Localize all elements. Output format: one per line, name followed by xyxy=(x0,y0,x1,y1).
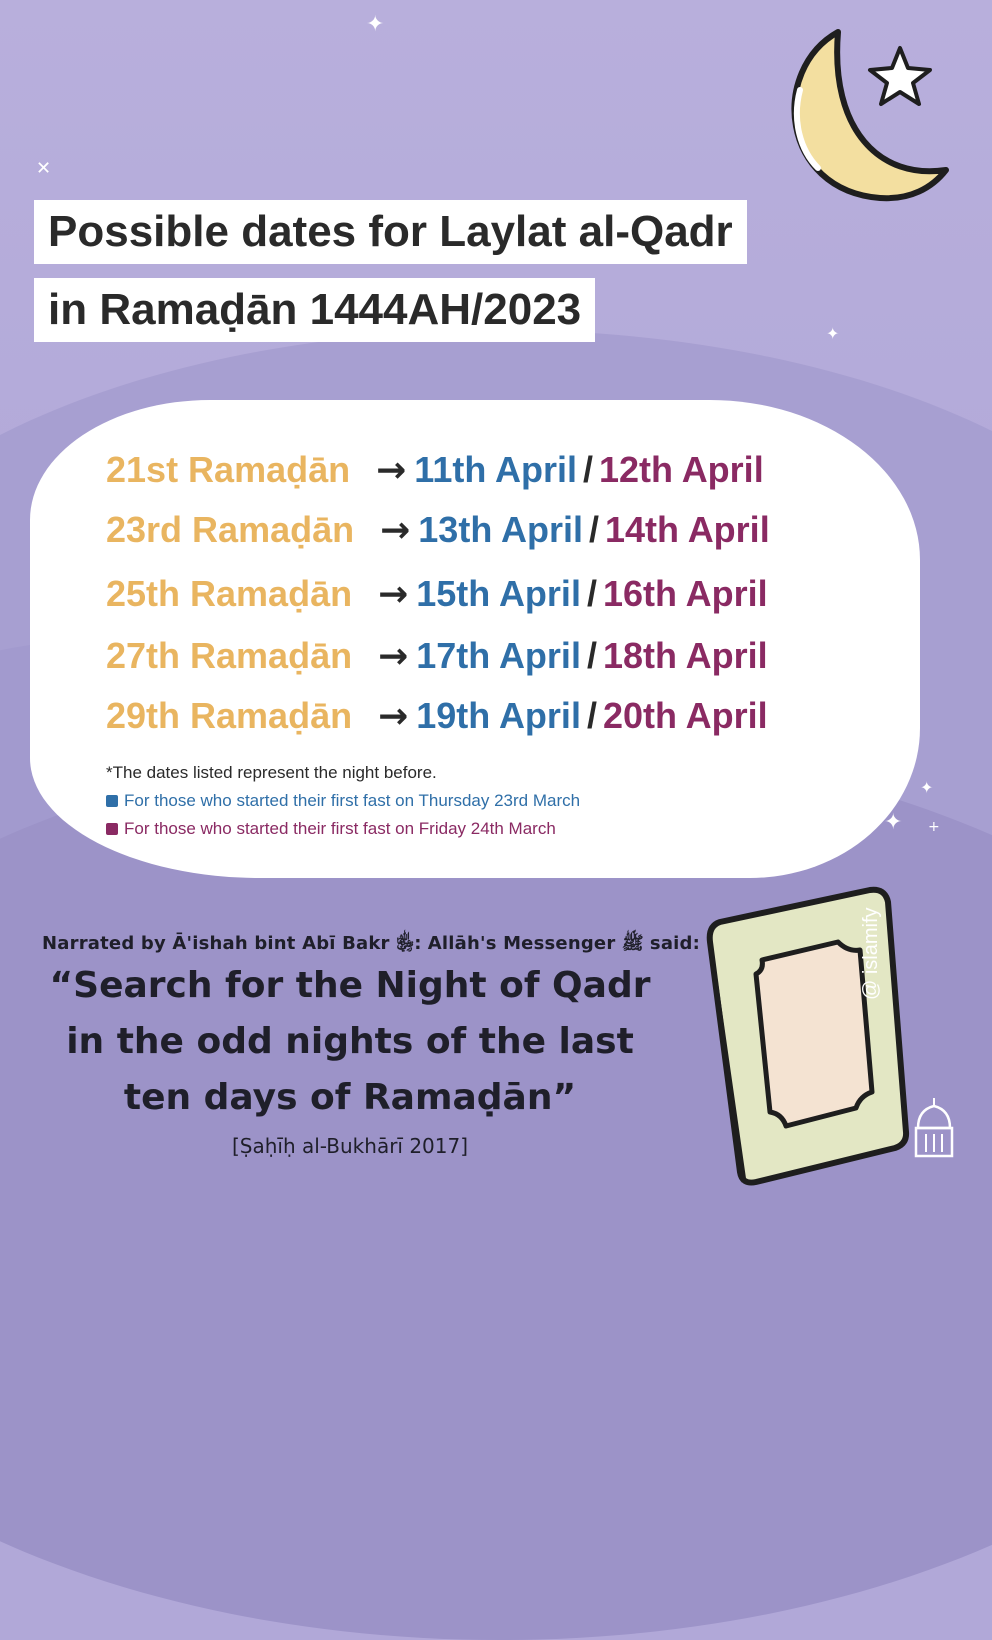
crescent-moon-icon xyxy=(760,20,960,210)
arrow-icon: → xyxy=(376,450,407,491)
april-date-thursday: 11th April xyxy=(414,449,577,490)
note-friday-text: For those who started their first fast on Friday 24th March xyxy=(124,819,556,838)
note-thursday xyxy=(106,792,580,809)
hadith-line-1: “Search for the Night of Qadr xyxy=(49,965,651,1006)
arrow-icon: → xyxy=(378,696,409,737)
april-date-thursday: 13th April xyxy=(418,509,583,550)
separator: / xyxy=(582,449,593,490)
ramadan-date: 25th Ramaḍān xyxy=(106,573,353,614)
ramadan-date: 29th Ramaḍān xyxy=(106,695,353,736)
ramadan-date: 23rd Ramaḍān xyxy=(106,509,355,550)
ramadan-date: 21st Ramaḍān xyxy=(106,449,351,490)
april-date-friday: 18th April xyxy=(602,635,768,676)
separator: / xyxy=(588,509,599,550)
blue-legend-square-icon xyxy=(106,795,118,807)
sparkle-icon: ✦ xyxy=(920,778,934,797)
arrow-icon: → xyxy=(380,510,411,551)
arrow-icon: → xyxy=(378,574,409,615)
separator: / xyxy=(586,695,597,736)
note-asterisk: *The dates listed represent the night before. xyxy=(106,763,437,782)
april-date-thursday: 15th April xyxy=(416,573,581,614)
note-friday xyxy=(106,820,556,837)
credit-handle: @ islamify xyxy=(860,907,882,1000)
title-line-2: in Ramaḍān 1444AH/2023 xyxy=(34,278,595,342)
hadith-line-3: ten days of Ramaḍān” xyxy=(123,1077,577,1118)
hadith-narrator: Narrated by Ā'ishah bint Abī Bakr ﵂: Allāh's Messenger ﷺ said: xyxy=(42,933,701,954)
separator: / xyxy=(586,573,597,614)
purple-legend-square-icon xyxy=(106,823,118,835)
april-date-thursday: 17th April xyxy=(416,635,581,676)
arrow-icon: → xyxy=(378,636,409,677)
ramadan-date: 27th Ramaḍān xyxy=(106,635,353,676)
date-row xyxy=(106,635,768,677)
april-date-thursday: 19th April xyxy=(416,695,581,736)
sparkle-icon: + xyxy=(928,819,940,835)
date-row xyxy=(106,509,770,551)
title-line-1: Possible dates for Laylat al-Qadr xyxy=(34,200,747,264)
note-thursday-text: For those who started their first fast on Thursday 23rd March xyxy=(124,791,581,810)
book-icon xyxy=(700,882,920,1192)
april-date-friday: 16th April xyxy=(602,573,768,614)
separator: / xyxy=(586,635,597,676)
sparkle-icon: ✦ xyxy=(826,324,840,343)
sparkle-icon: ✦ xyxy=(884,810,903,835)
mosque-logo-icon xyxy=(912,1096,956,1160)
april-date-friday: 14th April xyxy=(605,509,770,550)
sparkle-icon: ✕ xyxy=(36,158,52,179)
sparkle-icon: ✦ xyxy=(366,12,385,37)
hadith-source: [Ṣaḥīḥ al-Bukhārī 2017] xyxy=(231,1134,469,1158)
date-row xyxy=(106,573,768,615)
date-row xyxy=(106,695,768,737)
date-row xyxy=(106,449,764,491)
april-date-friday: 20th April xyxy=(602,695,768,736)
april-date-friday: 12th April xyxy=(599,449,764,490)
hadith-line-2: in the odd nights of the last xyxy=(66,1021,634,1062)
